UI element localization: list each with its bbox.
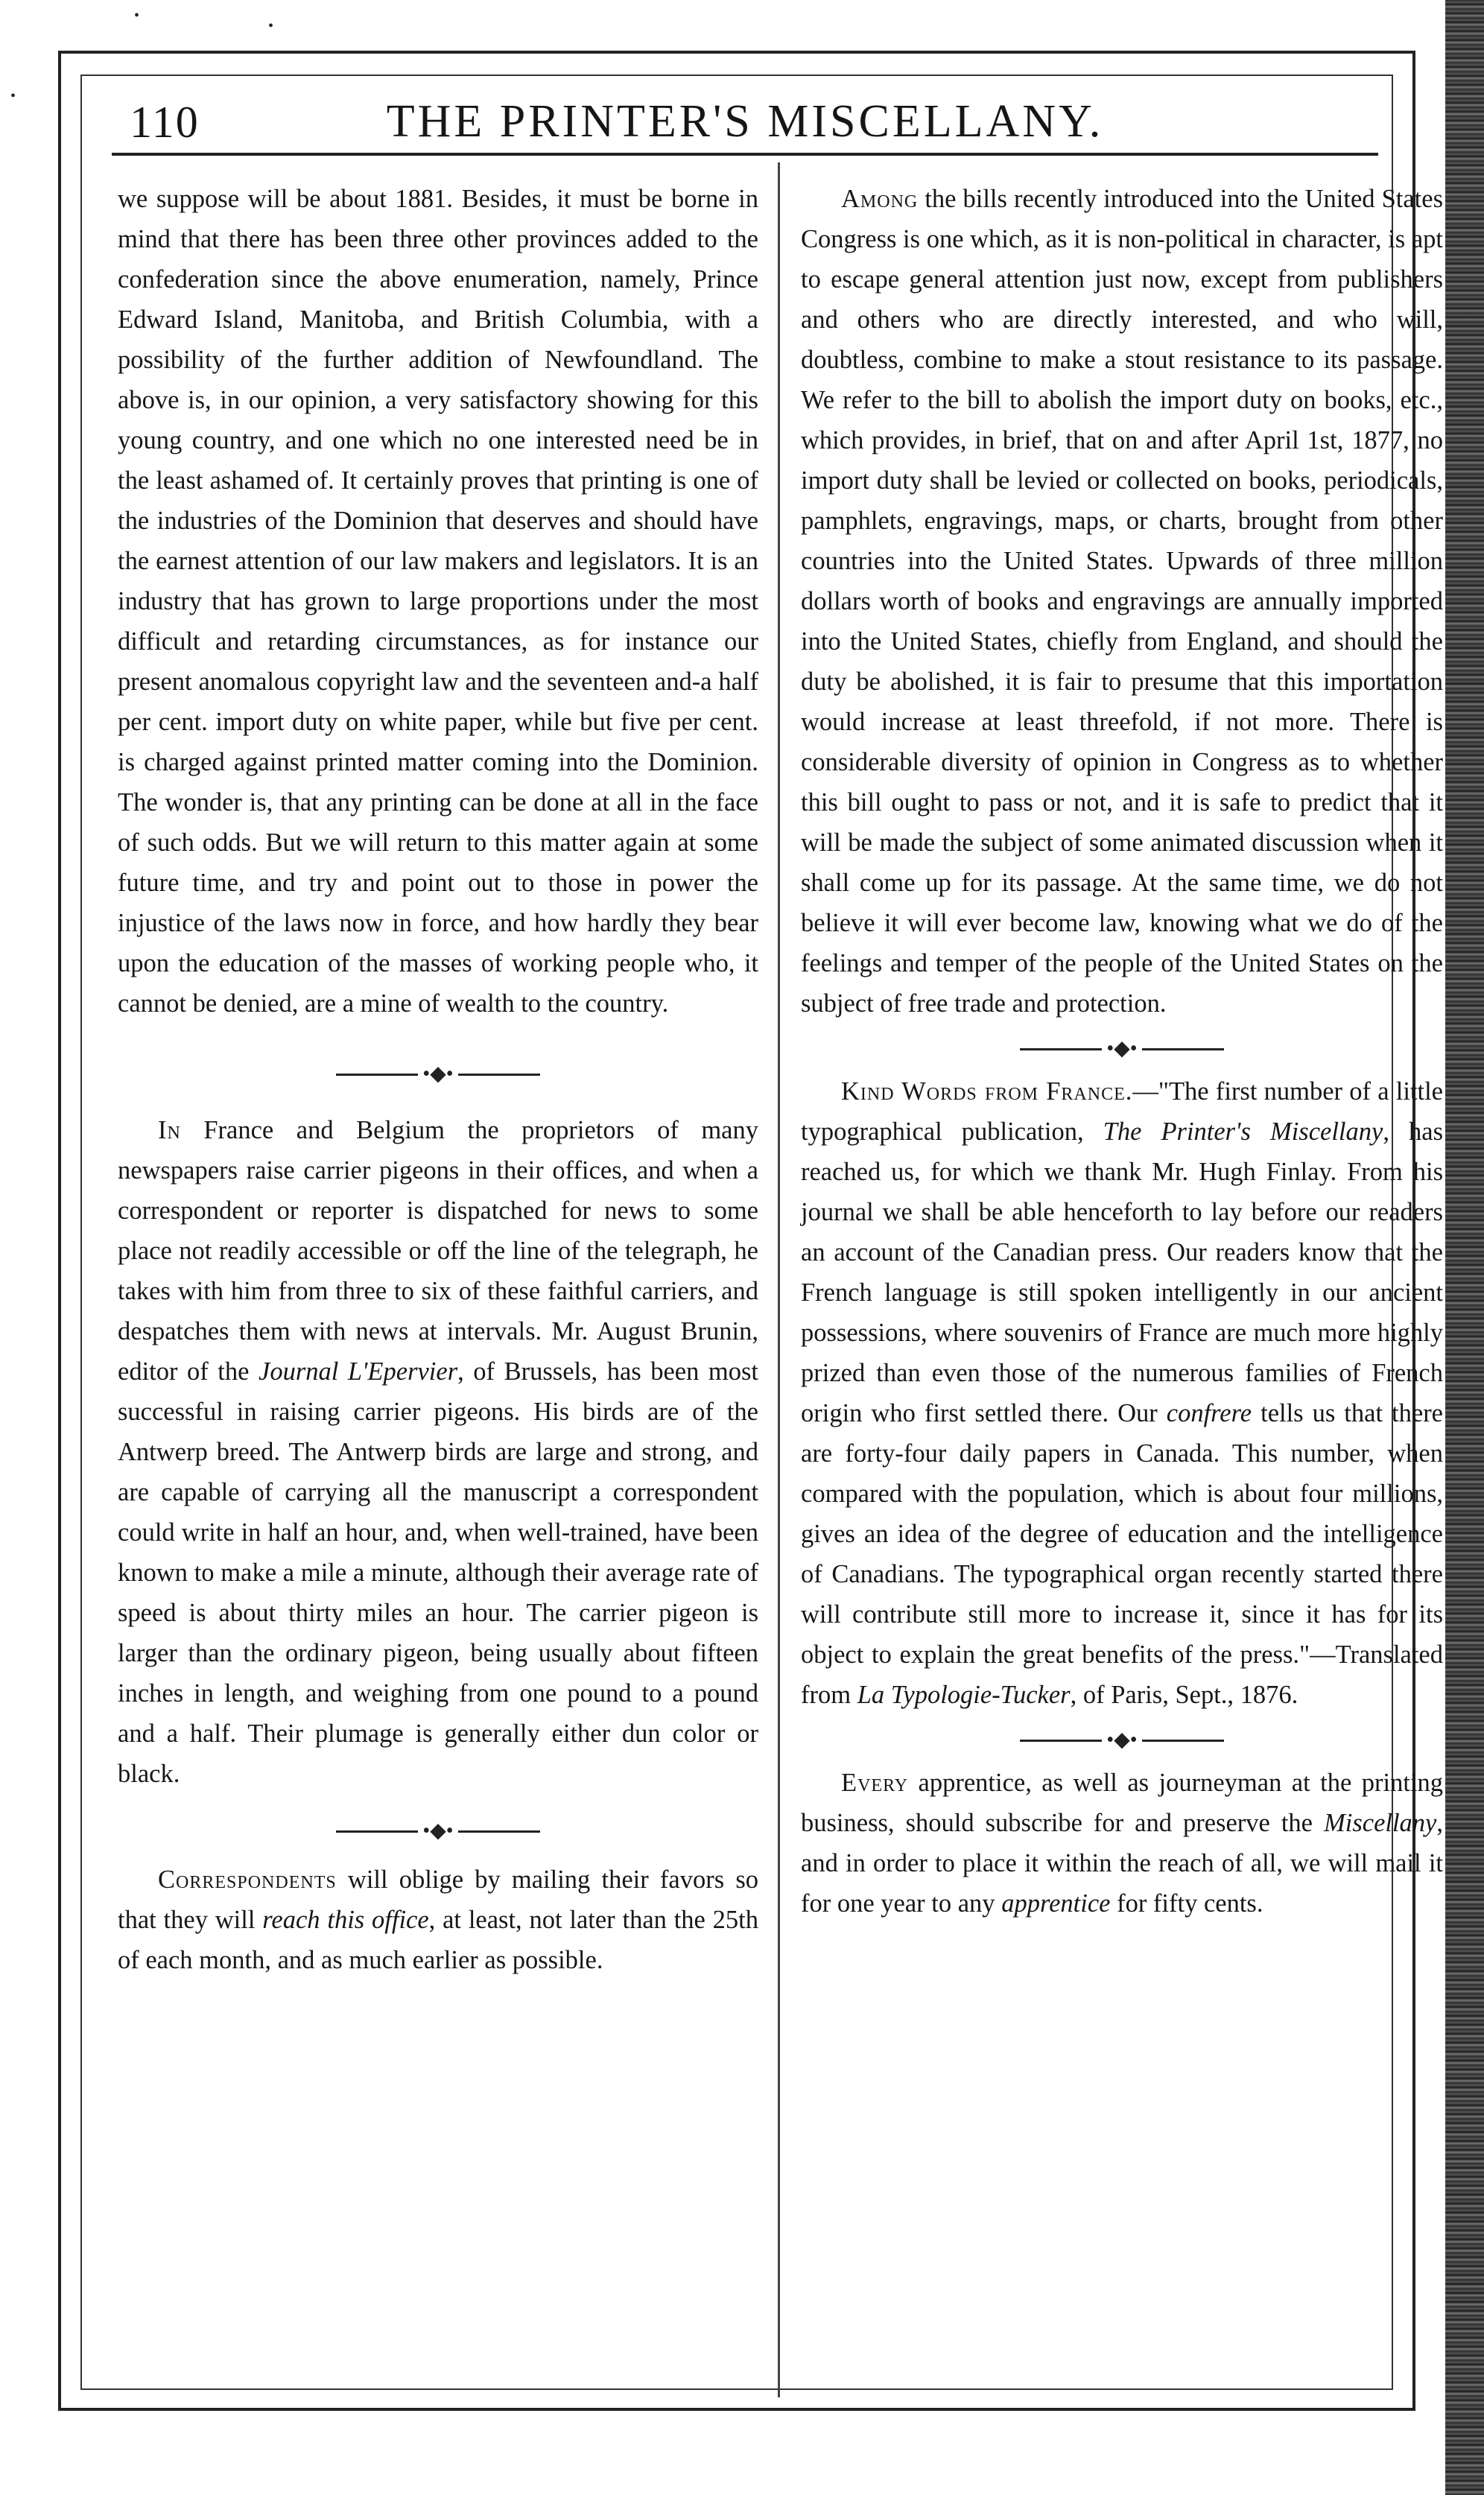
paragraph-lead-in: In: [158, 1116, 181, 1144]
paragraph-census-continued: we suppose will be about 1881. Besides, it must be borne in mind that there has been three other provinces added to the confederation since the above enumeration, namely, Prince Edward Island, Manitoba, and British Columbia, with a possibility of the further addition of Newfoundland. The above is, in our opinion, a very satisfactory showing for this young country, and one which no one interested need be in the least ashamed of. It certainly proves that printing is one of the industries of the Dominion that deserves and should have the earnest attention of our law makers and legislators. It is an industry that has grown to large proportions under the most difficult and retarding circumstances, as for instance our present anomalous copyright law and the seventeen and-a half per cent. import duty on white paper, while but five per cent. is charged against printed matter coming into the Dominion. The wonder is, that any printing can be done at all in the face of such odds. But we will return to this matter again at some future time, and try and point out to those in power the injustice of the laws now in force, and how hardly they bear upon the education of the masses of working people who, it cannot be denied, are a mine of wealth to the country.: [118, 185, 758, 1018]
publication-title: Miscellany: [1324, 1809, 1437, 1837]
section-ornament: [801, 1715, 1443, 1763]
header-rule: [112, 153, 1378, 156]
publication-title: The Printer's Miscellany: [1103, 1117, 1383, 1146]
print-speck: •: [10, 88, 16, 104]
paragraph-kind-words-from-france: Kind Words from France.—"The first number of a little typographical publication, The Printer's Miscellany, has reached us, for which we thank Mr. Hugh Finlay. From his journal we shall be able henceforth to lay before our readers an account of the Canadian press. Our readers know that the French language is still spoken intelligently in our ancient possessions, where souvenirs of France are much more highly prized than even those of the numerous families of French origin who first settled there. Our confrere tells us that there are forty-four daily papers in Canada. This number, when compared with the population, which is about four millions, gives an idea of the degree of education and the intelligence of Canadians. The typographical organ recently started there will contribute still more to increase it, since it has for its object to explain the great benefits of the press."—Translated from La Typologie-Tucker, of Paris, Sept., 1876.: [801, 1077, 1443, 1709]
section-ornament: [118, 1043, 758, 1103]
scanned-binding-edge: [1445, 0, 1484, 2495]
ornament-glyph: •◆•: [422, 1819, 454, 1843]
journal-title: Journal L'Epervier: [259, 1357, 458, 1386]
paragraph-correspondents: Correspondents will oblige by mailing their favors so that they will reach this office, at least, not later than the 25th of each month, and as much earlier as possible.: [118, 1865, 759, 1974]
emphasis-text: apprentice: [1001, 1889, 1111, 1918]
page-header: [112, 89, 1378, 171]
paragraph-import-duty-bill: Among the bills recently introduced into the United States Congress is one which, as it is non-political in character, is apt to escape general attention just now, except from publishers and others who are directly interested, and who will, doubtless, combine to make a stout resistance to its passage. We refer to the bill to abolish the import duty on books, etc., which provides, in brief, that on and after April 1st, 1877, no import duty shall be levied or collected on books, periodicals, pamphlets, engravings, maps, or charts, brought from other countries into the United States. Upwards of three million dollars worth of books and engravings are annually imported into the United States, chiefly from England, and should the duty be abolished, it is fair to presume that this importation would increase at least threefold, if not more. There is considerable diversity of opinion in Congress as to whether this bill ought to pass or not, and it is safe to predict that it will be made the subject of some animated discussion when it shall come up for its passage. At the same time, we do not believe it will ever become law, knowing what we do of the feelings and temper of the people of the United States on the subject of free trade and protection.: [801, 185, 1443, 1018]
print-speck: •: [268, 18, 274, 34]
source-title: La Typologie-Tucker: [857, 1681, 1071, 1709]
paragraph-subscription-offer: Every apprentice, as well as journeyman at the printing business, should subscribe for and preserve the Miscellany, and in order to place it within the reach of all, we will mail it for one year to any apprentice for fifty cents.: [801, 1769, 1443, 1918]
paragraph-lead-in: Among: [841, 185, 919, 213]
section-ornament: [801, 1024, 1443, 1071]
paragraph-carrier-pigeons: In France and Belgium the proprietors of many newspapers raise carrier pigeons in their offices, and when a correspondent or reporter is dispatched for news to some place not readily accessible or off the line of the telegraph, he takes with him from three to six of these faithful carriers, and despatches them with news at intervals. Mr. August Brunin, editor of the Journal L'Epervier, of Brussels, has been most successful in raising carrier pigeons. His birds are of the Antwerp breed. The Antwerp birds are large and strong, and are capable of carrying all the manuscript a correspondent could write in half an hour, and, when well-trained, have been known to make a mile a minute, although their average rate of speed is about thirty miles an hour. The carrier pigeon is larger than the ordinary pigeon, being usually about fifteen inches in length, and weighing from one pound to a pound and a half. Their plumage is generally either dun color or black.: [118, 1116, 758, 1788]
ornament-glyph: •◆•: [422, 1062, 454, 1086]
paragraph-lead-in: Every: [841, 1769, 909, 1797]
print-speck: •: [134, 7, 140, 24]
ornament-glyph: •◆•: [1106, 1728, 1138, 1752]
right-column: [801, 179, 1443, 1924]
running-title: THE PRINTER'S MISCELLANY.: [386, 96, 1104, 147]
emphasis-text: confrere: [1166, 1399, 1252, 1427]
emphasis-text: reach this office: [262, 1906, 429, 1934]
paragraph-lead-in: Kind Words from France.: [841, 1077, 1133, 1106]
ornament-glyph: •◆•: [1106, 1037, 1138, 1061]
page-number: 110: [130, 98, 200, 147]
column-divider: [778, 162, 780, 2397]
paragraph-lead-in: Correspondents: [158, 1865, 337, 1894]
section-ornament: [118, 1800, 758, 1860]
left-column: [118, 179, 758, 1980]
